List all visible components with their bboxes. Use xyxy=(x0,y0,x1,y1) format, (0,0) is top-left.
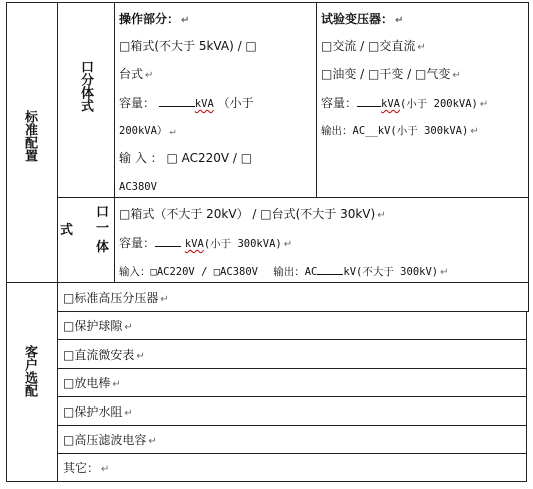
option-item: □保护球隙 ↵ xyxy=(63,319,133,333)
integrated-input-output: 输入：□AC220V / □AC380V 输出：AC kV(不大于 300kV) ↵ xyxy=(119,263,449,280)
label-column-divider xyxy=(57,2,58,481)
section-divider xyxy=(6,282,529,283)
ops-part-capacity: 容量： kVA （小于 xyxy=(119,96,254,110)
row-line-4 xyxy=(57,396,527,397)
ops-part-input-line2: AC380V xyxy=(119,181,157,193)
integrated-label-yi: 一 xyxy=(96,221,110,236)
option-item: □保护水阻 ↵ xyxy=(63,405,133,419)
table-border-right-lower xyxy=(526,311,527,481)
ops-part-title: 操作部分： ↵ xyxy=(119,12,190,26)
transformer-line2: □油变 / □干变 / □气变 ↵ xyxy=(321,67,461,81)
ops-part-line2: 台式 ↵ xyxy=(119,67,154,81)
option-item: □标准高压分压器 ↵ xyxy=(63,291,169,305)
ops-transformer-divider xyxy=(316,2,317,197)
customer-options-label: 客户选配 xyxy=(22,345,37,397)
option-item: □高压滤波电容 ↵ xyxy=(63,433,157,447)
ops-part-line1: □箱式(不大于 5kVA) / □ xyxy=(119,39,257,53)
split-type-label: 口分体式 xyxy=(78,60,93,112)
table-border-top xyxy=(6,2,529,3)
transformer-output: 输出：AC__kV(小于 300kVA) ↵ xyxy=(321,125,479,137)
ops-part-input: 输 入 ： □ AC220V / □ xyxy=(119,151,253,165)
integrated-label-shi: 式 xyxy=(60,223,74,238)
split-integrated-divider xyxy=(57,197,529,198)
option-item: □直流微安表 ↵ xyxy=(63,348,145,362)
table-border-left xyxy=(6,2,7,481)
table-border-right-upper xyxy=(528,2,529,311)
integrated-label-box: 口 xyxy=(96,205,110,220)
integrated-label-ti: 体 xyxy=(96,240,110,255)
option-item: □放电棒 ↵ xyxy=(63,376,121,390)
integrated-capacity: 容量： kVA(小于 300kVA) ↵ xyxy=(119,236,293,250)
table-border-bottom xyxy=(6,481,527,482)
integrated-line1: □箱式（不大于 20kV） / □台式(不大于 30kV) ↵ xyxy=(119,207,386,221)
row-line-3 xyxy=(57,368,527,369)
standard-config-label: 标准配置 xyxy=(22,110,37,162)
transformer-line1: □交流 / □交直流 ↵ xyxy=(321,39,426,53)
transformer-capacity: 容量： kVA(小于 200kVA) ↵ xyxy=(321,96,489,110)
row-line-6 xyxy=(57,453,527,454)
split-label-divider xyxy=(114,2,115,282)
transformer-title: 试验变压器： ↵ xyxy=(321,12,404,26)
row-line-1 xyxy=(57,311,529,312)
option-item-other: 其它： ↵ xyxy=(63,461,110,475)
ops-part-capacity-line2: 200kVA） ↵ xyxy=(119,125,176,137)
row-line-2 xyxy=(57,339,527,340)
row-line-5 xyxy=(57,425,527,426)
